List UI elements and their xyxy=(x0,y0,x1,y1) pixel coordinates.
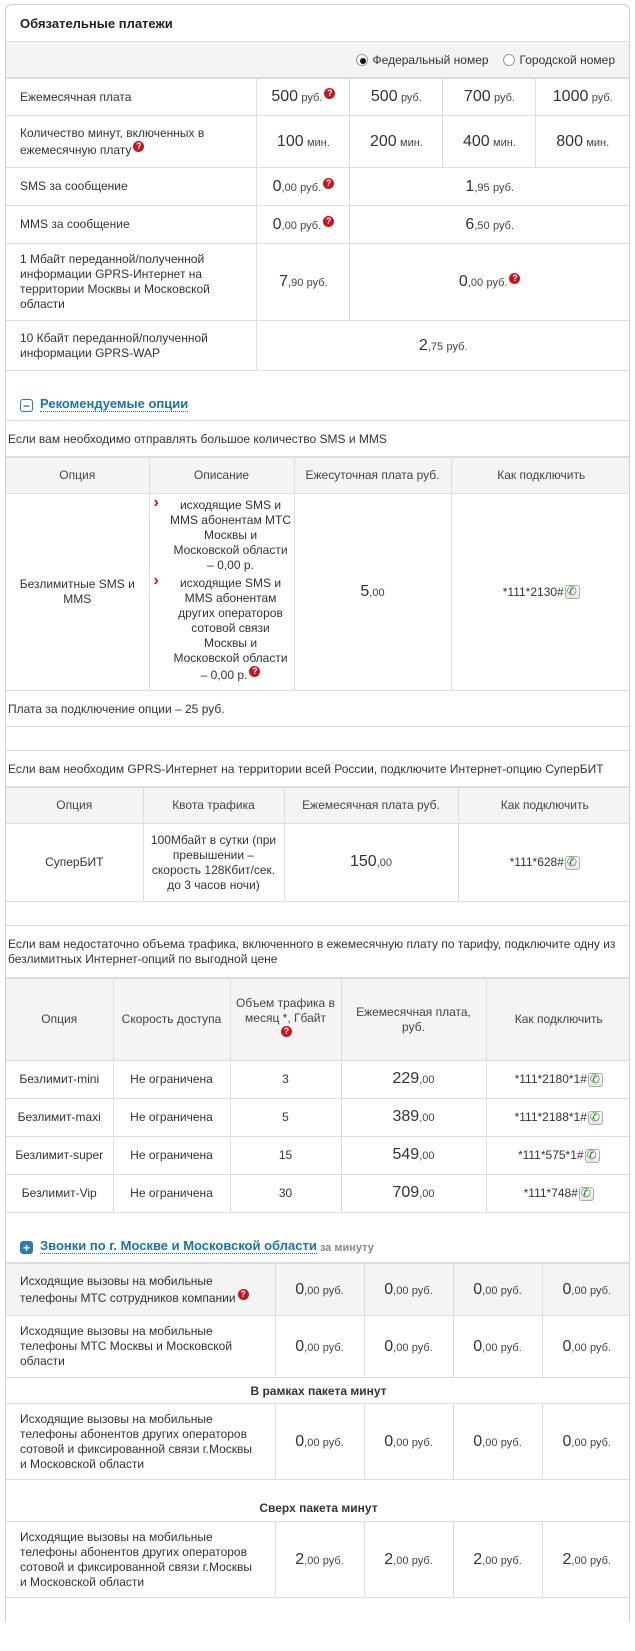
connect-fee-note: Плата за подключение опции – 25 руб. xyxy=(6,691,629,727)
table-header xyxy=(6,979,630,1061)
radio-label: Федеральный номер xyxy=(372,52,489,67)
price-cell: 7,90 руб. xyxy=(257,244,350,321)
radio-city-number[interactable] xyxy=(503,53,615,67)
help-icon[interactable]: ? xyxy=(509,273,520,284)
phone-call-icon[interactable] xyxy=(565,856,580,870)
column-header: Ежемесячная плата, руб. xyxy=(341,979,486,1061)
option-name: Безлимит-super xyxy=(6,1137,113,1175)
option-price: 5,00 xyxy=(294,494,451,691)
price-cell: 0,00 руб. xyxy=(364,1404,453,1480)
price-cell: 2,00 руб. xyxy=(364,1522,453,1598)
price-cell: 0,00 руб. xyxy=(453,1404,542,1480)
row-gprs xyxy=(6,244,629,321)
price-cell: 0,00 руб. ? xyxy=(257,168,350,206)
price-cell: 0,00 руб. ? xyxy=(350,244,629,321)
price-cell: 700 руб. xyxy=(443,79,536,116)
collapse-icon[interactable]: − xyxy=(20,399,33,412)
help-icon[interactable]: ? xyxy=(324,88,335,99)
row-label: 10 Кбайт переданной/полученной информации GPRS-WAP xyxy=(6,321,257,371)
row-minutes xyxy=(6,116,629,168)
price-cell: 2,75 руб. xyxy=(257,321,629,371)
recommended-options-link[interactable]: Рекомендуемые опции xyxy=(40,396,189,411)
price-cell: 1,95 руб. xyxy=(350,168,629,206)
option-code: *111*2188*1#✆ xyxy=(486,1099,630,1137)
column-header: Опция xyxy=(6,979,113,1061)
option-code: *111*628#✆ xyxy=(458,824,630,902)
calls-section-link[interactable]: Звонки по г. Москве и Московской области xyxy=(40,1238,317,1253)
price-cell: 6,50 руб. xyxy=(350,206,629,244)
option-description xyxy=(149,494,294,691)
column-header: Ежемесячная плата руб. xyxy=(284,788,458,824)
description-item: › исходящие SMS и MMS абонентам МТС Москвы и Московской области – 0,00 р. xyxy=(152,498,292,573)
help-icon[interactable]: ? xyxy=(323,216,334,227)
price-cell: 2,00 руб. xyxy=(542,1522,630,1598)
option-name: Безлимит-Vip xyxy=(6,1175,113,1213)
column-header: Ежесуточная плата руб. xyxy=(294,458,451,494)
option-name: Безлимит-maxi xyxy=(6,1099,113,1137)
option-speed: Не ограничена xyxy=(113,1175,230,1213)
option-name: Безлимит-mini xyxy=(6,1061,113,1099)
table-row xyxy=(6,1264,630,1316)
table-row xyxy=(6,1175,630,1213)
radio-unselected-icon xyxy=(503,54,515,66)
table-row xyxy=(6,1061,630,1099)
sms-note: Если вам необходимо отправлять большое количество SMS и MMS xyxy=(6,421,629,457)
option-speed: Не ограничена xyxy=(113,1099,230,1137)
row-label: 1 Мбайт переданной/полученной информации GPRS-Интернет на территории Москвы и Московской области xyxy=(6,244,257,321)
option-speed: Не ограничена xyxy=(113,1137,230,1175)
price-cell: 0,00 руб. xyxy=(542,1316,630,1378)
price-cell: 0,00 руб. xyxy=(542,1264,630,1316)
column-header: Скорость доступа xyxy=(113,979,230,1061)
row-label: MMS за сообщение xyxy=(6,206,257,244)
column-header: Описание xyxy=(149,458,294,494)
table-header xyxy=(6,788,630,824)
option-volume: 5 xyxy=(230,1099,341,1137)
phone-call-icon[interactable] xyxy=(579,1187,594,1201)
row-label: Исходящие вызовы на мобильные телефоны абонентов других операторов сотовой и фиксированной связи г.Москвы и Московской области xyxy=(6,1522,275,1598)
price-cell: 0,00 руб. ? xyxy=(257,206,350,244)
help-icon[interactable]: ? xyxy=(249,666,260,677)
row-label: Исходящие вызовы на мобильные телефоны МТС сотрудников компании ? xyxy=(6,1264,275,1316)
table-row xyxy=(6,1099,630,1137)
column-header: Объем трафика в месяц *, Гбайт ? xyxy=(230,979,341,1061)
minutes-cell: 400 мин. xyxy=(443,116,536,168)
superbit-note: Если вам необходим GPRS-Интернет на территории всей России, подключите Интернет-опцию СуперБИТ xyxy=(6,751,629,787)
sms-options-table xyxy=(6,457,630,691)
price-cell: 0,00 руб. xyxy=(542,1404,630,1480)
option-name: Безлимитные SMS и MMS xyxy=(6,494,149,691)
option-code: *111*575*1#✆ xyxy=(486,1137,630,1175)
table-row xyxy=(6,1522,630,1598)
option-code: *111*748#✆ xyxy=(486,1175,630,1213)
table-row xyxy=(6,1316,630,1378)
row-mms xyxy=(6,206,629,244)
expand-icon[interactable]: + xyxy=(20,1241,33,1254)
table-row xyxy=(6,1404,630,1480)
table-header xyxy=(6,458,630,494)
minutes-cell: 200 мин. xyxy=(350,116,443,168)
help-icon[interactable]: ? xyxy=(323,178,334,189)
row-label: Количество минут, включенных в ежемесячную плату ? xyxy=(6,116,257,168)
price-cell: 500 руб. xyxy=(350,79,443,116)
calls-subtitle: за минуту xyxy=(319,1242,374,1254)
price-cell: 2,00 руб. xyxy=(453,1522,542,1598)
row-label: Исходящие вызовы на мобильные телефоны абонентов других операторов сотовой и фиксированной связи г.Москвы и Московской области xyxy=(6,1404,275,1480)
price-cell: 0,00 руб. xyxy=(364,1316,453,1378)
row-label: Исходящие вызовы на мобильные телефоны МТС Москвы и Московской области xyxy=(6,1316,275,1378)
option-quota: 100Мбайт в сутки (при превышении – скорость 128Кбит/сек. до 3 часов ночи) xyxy=(143,824,284,902)
option-price: 389,00 xyxy=(341,1099,486,1137)
phone-call-icon[interactable] xyxy=(565,585,580,599)
option-volume: 30 xyxy=(230,1175,341,1213)
table-row xyxy=(6,824,630,902)
column-header: Как подключить xyxy=(458,788,630,824)
row-wap xyxy=(6,321,629,371)
price-cell: 0,00 руб. xyxy=(275,1316,364,1378)
radio-federal-number[interactable] xyxy=(356,53,489,67)
option-volume: 15 xyxy=(230,1137,341,1175)
price-cell: 500 руб. ? xyxy=(257,79,350,116)
unlimited-options-table xyxy=(6,978,630,1213)
price-cell: 1000 руб. xyxy=(536,79,629,116)
column-header: Опция xyxy=(6,458,149,494)
phone-call-icon[interactable] xyxy=(588,1111,603,1125)
column-header: Квота трафика xyxy=(143,788,284,824)
radio-selected-icon xyxy=(356,54,368,66)
option-price: 549,00 xyxy=(341,1137,486,1175)
description-item: › исходящие SMS и MMS абонентам других операторов сотовой связи Москвы и Московской области – 0,00 р. ? xyxy=(152,576,292,683)
column-header: Как подключить xyxy=(486,979,630,1061)
option-speed: Не ограничена xyxy=(113,1061,230,1099)
option-name: СуперБИТ xyxy=(6,824,143,902)
minutes-cell: 800 мин. xyxy=(536,116,629,168)
within-package-subheader: В рамках пакета минут xyxy=(6,1378,630,1404)
minutes-cell: 100 мин. xyxy=(257,116,350,168)
price-cell: 0,00 руб. xyxy=(453,1316,542,1378)
phone-call-icon[interactable] xyxy=(588,1073,603,1087)
help-icon[interactable]: ? xyxy=(281,1026,292,1037)
option-volume: 3 xyxy=(230,1061,341,1099)
price-cell: 2,00 руб. xyxy=(275,1522,364,1598)
recommended-section-header xyxy=(6,371,629,421)
table-row xyxy=(6,494,630,691)
table-row xyxy=(6,1137,630,1175)
option-price: 150,00 xyxy=(284,824,458,902)
option-code: *111*2180*1#✆ xyxy=(486,1061,630,1099)
mandatory-table xyxy=(6,78,629,371)
calls-table xyxy=(6,1263,630,1598)
row-label: SMS за сообщение xyxy=(6,168,257,206)
price-cell: 0,00 руб. xyxy=(364,1264,453,1316)
superbit-table xyxy=(6,787,630,902)
option-price: 709,00 xyxy=(341,1175,486,1213)
mandatory-payments-title: Обязательные платежи xyxy=(6,5,629,42)
column-header: Опция xyxy=(6,788,143,824)
row-monthly-fee xyxy=(6,79,629,116)
phone-call-icon[interactable] xyxy=(585,1149,600,1163)
tariff-panel xyxy=(5,4,630,1622)
price-cell: 0,00 руб. xyxy=(453,1264,542,1316)
row-label: Ежемесячная плата xyxy=(6,79,257,116)
price-cell: 0,00 руб. xyxy=(275,1264,364,1316)
over-package-subheader: Сверх пакета минут xyxy=(6,1480,630,1522)
row-sms xyxy=(6,168,629,206)
unlimited-note: Если вам недостаточно объема трафика, включенного в ежемесячную плату по тарифу, подключите одну из безлимитных Интернет-опций по выгодной цене xyxy=(6,926,629,978)
help-icon[interactable]: ? xyxy=(238,1289,249,1300)
price-cell: 0,00 руб. xyxy=(275,1404,364,1480)
help-icon[interactable]: ? xyxy=(133,141,144,152)
option-code: *111*2130#✆ xyxy=(451,494,630,691)
calls-section-header xyxy=(6,1213,629,1263)
number-type-selector xyxy=(6,42,629,78)
column-header: Как подключить xyxy=(451,458,630,494)
radio-label: Городской номер xyxy=(519,52,615,67)
option-price: 229,00 xyxy=(341,1061,486,1099)
